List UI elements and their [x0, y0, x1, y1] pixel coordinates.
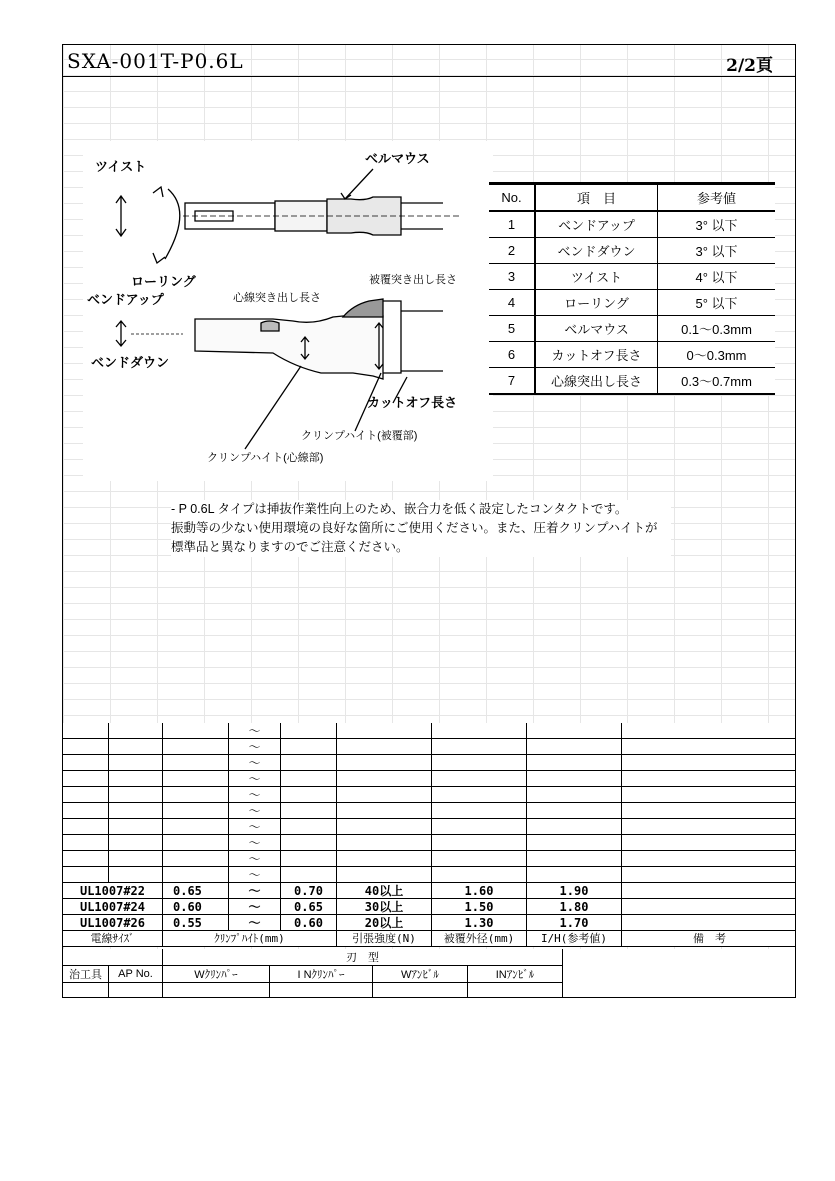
note-line: 標準品と異なりますのでご注意ください。: [171, 540, 409, 554]
range-tilde: ～: [229, 851, 281, 867]
label-insulation-protrusion: 被覆突き出し長さ: [369, 274, 457, 286]
header-w-crimper: Wｸﾘﾝﾊﾟｰ: [163, 966, 270, 983]
label-core-protrusion: 心線突き出し長さ: [233, 292, 321, 304]
note-line: - P 0.6L タイプは挿抜作業性向上のため、嵌合力を低く設定したコンタクトです。: [171, 502, 628, 516]
ref-cell-item: 心線突出し長さ: [535, 368, 658, 395]
wire-size-cell: UL1007#22: [63, 883, 163, 899]
remarks-cell: [622, 899, 797, 915]
table-row: [63, 883, 796, 899]
label-crimp-height-core: クリンプハイト(心線部): [207, 452, 324, 464]
table-header-row: [63, 931, 796, 947]
table-row: [63, 819, 796, 835]
table-row: [63, 867, 796, 883]
header-tensile: 引張強度(N): [337, 931, 432, 947]
usage-note: [171, 500, 671, 557]
ref-cell-value: 4° 以下: [658, 264, 776, 290]
ref-cell-value: 0～0.3mm: [658, 342, 776, 368]
table-row: [489, 290, 775, 316]
title-divider: [63, 76, 795, 77]
table-row: [63, 915, 796, 931]
ref-cell-no: 3: [489, 264, 535, 290]
table-row: [489, 342, 775, 368]
terminal-side-view: [116, 299, 443, 449]
ref-cell-no: 6: [489, 342, 535, 368]
crimp-terminal-diagram: [83, 141, 493, 481]
table-row: [63, 803, 796, 819]
terminal-top-view: [116, 169, 461, 263]
table-row: [63, 739, 796, 755]
ref-cell-no: 2: [489, 238, 535, 264]
table-row: [63, 787, 796, 803]
tensile-cell: 30以上: [337, 899, 432, 915]
table-row: [63, 835, 796, 851]
ih-cell: 1.70: [527, 915, 622, 931]
header-crimp-height: ｸﾘﾝﾌﾟﾊｲﾄ(mm): [163, 931, 337, 947]
ref-cell-value: 0.1～0.3mm: [658, 316, 776, 342]
ref-header-no: No.: [489, 184, 535, 212]
header-remarks: 備 考: [622, 931, 797, 947]
label-cutoff: カットオフ長さ: [367, 395, 458, 410]
range-tilde: ～: [229, 755, 281, 771]
spec-sheet: [62, 44, 796, 998]
ref-cell-no: 1: [489, 211, 535, 238]
header-w-anvil: Wｱﾝﾋﾞﾙ: [373, 966, 468, 983]
crimp-spec-table: [63, 723, 796, 947]
table-row: [63, 771, 796, 787]
range-tilde: ～: [229, 723, 281, 739]
header-outer-diameter: 被覆外径(mm): [432, 931, 527, 947]
ref-cell-item: ベンドアップ: [535, 211, 658, 238]
ref-header-value: 参考値: [658, 184, 776, 212]
crimp-height-min: 0.60: [163, 899, 229, 915]
label-bend-down: ベンドダウン: [91, 355, 170, 370]
ref-cell-no: 7: [489, 368, 535, 395]
header-wire-size: 電線ｻｲｽﾞ: [63, 931, 163, 947]
note-line: 振動等の少ない使用環境の良好な箇所にご使用ください。また、圧着クリンプハイトが: [171, 521, 658, 535]
ref-cell-value: 5° 以下: [658, 290, 776, 316]
table-row: [63, 723, 796, 739]
ref-cell-item: ベルマウス: [535, 316, 658, 342]
ref-cell-item: ローリング: [535, 290, 658, 316]
range-tilde: ～: [229, 771, 281, 787]
ref-cell-item: カットオフ長さ: [535, 342, 658, 368]
range-tilde: ～: [229, 787, 281, 803]
range-tilde: ～: [229, 899, 281, 915]
label-crimp-height-insulation: クリンプハイト(被覆部): [301, 430, 418, 442]
table-row: [489, 316, 775, 342]
crimp-height-max: 0.60: [281, 915, 337, 931]
header-die: 刃 型: [163, 949, 563, 966]
header-jig: 治工具: [63, 966, 109, 983]
range-tilde: ～: [229, 867, 281, 883]
ref-cell-item: ベンドダウン: [535, 238, 658, 264]
wire-size-cell: UL1007#24: [63, 899, 163, 915]
ref-header-item: 項 目: [535, 184, 658, 212]
table-row: [63, 949, 796, 966]
ih-cell: 1.80: [527, 899, 622, 915]
ref-cell-value: 3° 以下: [658, 211, 776, 238]
remarks-cell: [622, 915, 797, 931]
outer-diameter-cell: 1.30: [432, 915, 527, 931]
table-row: [489, 368, 775, 395]
table-row: [489, 264, 775, 290]
ref-cell-no: 5: [489, 316, 535, 342]
outer-diameter-cell: 1.60: [432, 883, 527, 899]
crimp-height-min: 0.55: [163, 915, 229, 931]
label-bend-up: ベンドアップ: [87, 292, 164, 307]
label-rolling: ローリング: [131, 274, 196, 289]
label-twist: ツイスト: [95, 159, 147, 174]
table-row: [63, 851, 796, 867]
header-ih: I/H(参考値): [527, 931, 622, 947]
tensile-cell: 20以上: [337, 915, 432, 931]
document-title: SXA-001T-P0.6L: [67, 49, 244, 73]
range-tilde: ～: [229, 915, 281, 931]
ref-cell-value: 3° 以下: [658, 238, 776, 264]
outer-diameter-cell: 1.50: [432, 899, 527, 915]
tooling-table: [63, 949, 796, 998]
range-tilde: ～: [229, 819, 281, 835]
ref-cell-item: ツイスト: [535, 264, 658, 290]
table-row: [489, 238, 775, 264]
page-number: 2/2頁: [726, 56, 773, 76]
header-in-anvil: INｱﾝﾋﾞﾙ: [468, 966, 563, 983]
reference-values-table: [489, 182, 775, 395]
range-tilde: ～: [229, 803, 281, 819]
header-ap-no: AP No.: [109, 966, 163, 983]
ref-cell-value: 0.3～0.7mm: [658, 368, 776, 395]
table-row: [63, 899, 796, 915]
table-row: [63, 983, 796, 999]
range-tilde: ～: [229, 835, 281, 851]
remarks-cell: [622, 883, 797, 899]
wire-size-cell: UL1007#26: [63, 915, 163, 931]
range-tilde: ～: [229, 739, 281, 755]
table-row: [489, 211, 775, 238]
crimp-height-max: 0.70: [281, 883, 337, 899]
table-row: [63, 966, 796, 983]
ref-cell-no: 4: [489, 290, 535, 316]
range-tilde: ～: [229, 883, 281, 899]
crimp-height-max: 0.65: [281, 899, 337, 915]
label-bellmouth: ベルマウス: [365, 151, 430, 166]
ih-cell: 1.90: [527, 883, 622, 899]
tensile-cell: 40以上: [337, 883, 432, 899]
header-in-crimper: I Nｸﾘﾝﾊﾟｰ: [270, 966, 373, 983]
table-row: [63, 755, 796, 771]
crimp-height-min: 0.65: [163, 883, 229, 899]
